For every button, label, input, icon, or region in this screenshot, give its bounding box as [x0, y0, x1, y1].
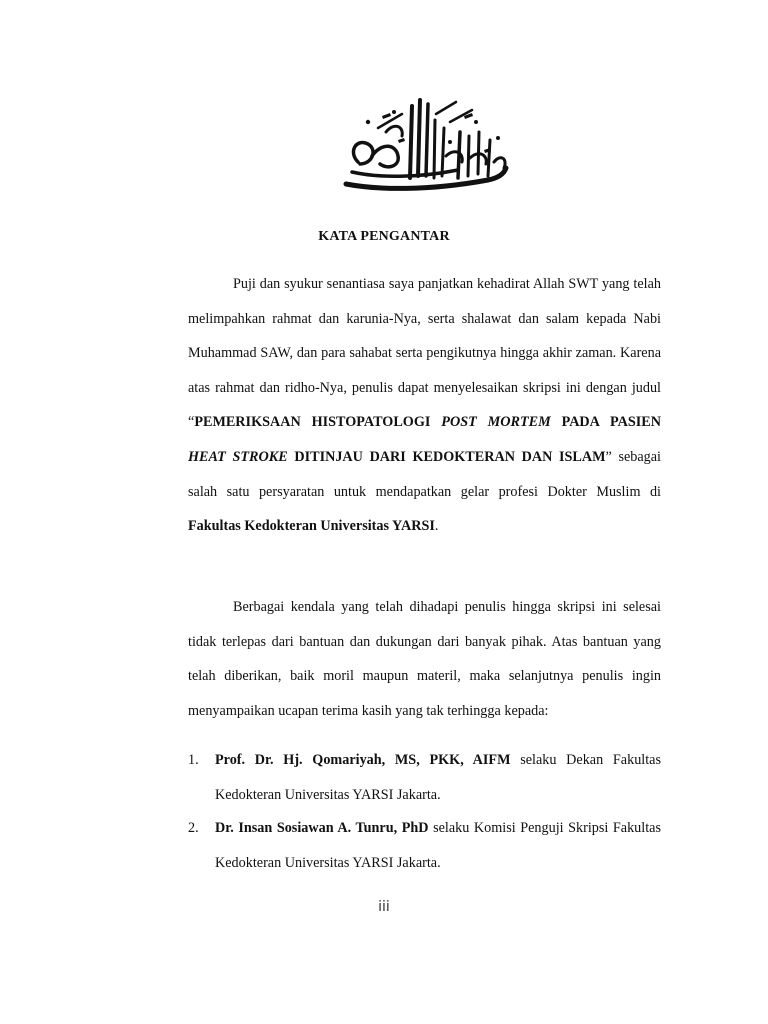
paragraph-text: Berbagai kendala yang telah dihadapi penulis hingga skripsi ini selesai tidak terlepas dari bantuan dan dukungan dari banyak pihak. Atas bantuan yang telah diberikan, baik moril maupun materil, maka selanjutnya penulis ingin menyampaikan ucapan terima kasih yang tak terhingga kepada:	[188, 599, 661, 719]
list-number: 2.	[188, 820, 199, 836]
page-number: iii	[378, 899, 390, 915]
list-item-content	[215, 811, 661, 880]
list-item	[188, 743, 661, 812]
page-title: KATA PENGANTAR	[318, 229, 450, 244]
paragraph-text: .	[434, 518, 439, 535]
list-item	[188, 811, 661, 880]
paragraph-text: ” sebagai salah satu persyaratan untuk mendapatkan gelar profesi Dokter Muslim di	[188, 448, 661, 500]
paragraph-text: Puji dan syukur senantiasa saya panjatkan kehadirat Allah SWT yang telah melimpahkan rahmat dan karunia-Nya, serta shalawat dan salam kepada Nabi Muhammad SAW, dan para sahabat serta pengikutnya hingga akhir zaman. Karena atas rahmat dan ridho-Nya, penulis dapat menyelesaikan skripsi ini dengan judul “	[188, 276, 661, 431]
faculty-name: Fakultas Kedokteran Universitas YARSI	[188, 518, 435, 535]
person-name: Dr. Insan Sosiawan A. Tunru, PhD	[215, 820, 429, 836]
thesis-title-italic: HEAT STROKE	[188, 448, 288, 465]
list-number: 1.	[188, 752, 199, 768]
basmala-calligraphy-icon	[338, 92, 510, 196]
person-role: selaku Dekan Fakultas Kedokteran Universitas YARSI Jakarta.	[215, 752, 661, 803]
thesis-title-part: PEMERIKSAAN HISTOPATOLOGI	[194, 414, 442, 431]
thesis-title-part: PADA PASIEN	[550, 414, 661, 431]
paragraph-intro	[188, 267, 661, 544]
person-name: Prof. Dr. Hj. Qomariyah, MS, PKK, AIFM	[215, 752, 511, 768]
thesis-title-italic: POST MORTEM	[441, 414, 551, 431]
list-item-content	[215, 743, 661, 812]
thesis-title-part: DITINJAU DARI KEDOKTERAN DAN ISLAM	[287, 448, 606, 465]
person-role: selaku Komisi Penguji Skripsi Fakultas Kedokteran Universitas YARSI Jakarta.	[215, 820, 661, 871]
paragraph-acknowledgement	[188, 590, 661, 728]
